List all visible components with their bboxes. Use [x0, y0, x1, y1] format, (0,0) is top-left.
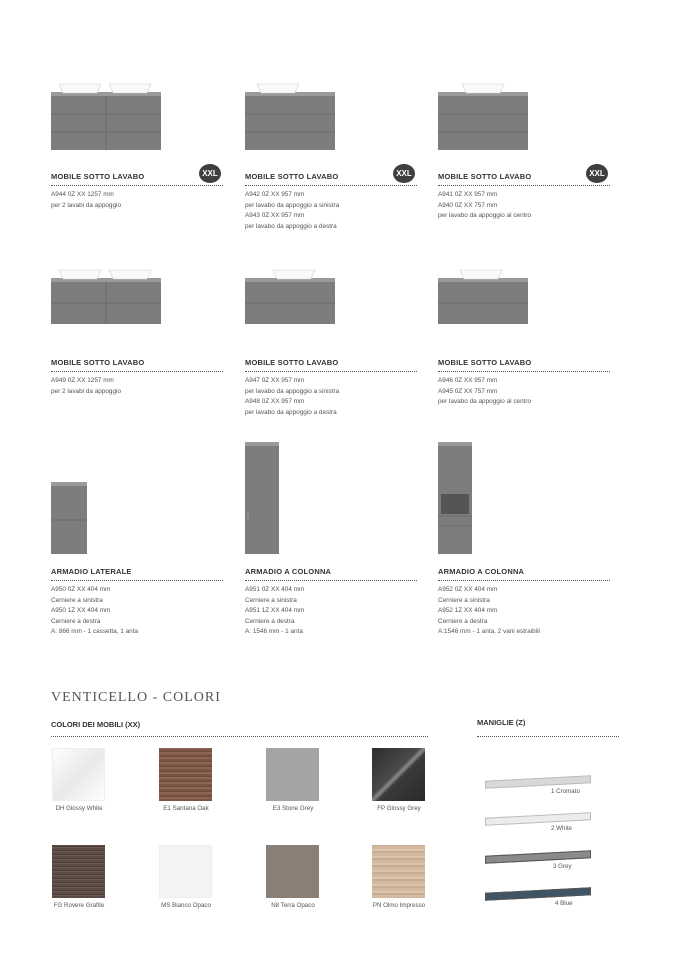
product-spec-line: A945 0Z XX 757 mm: [438, 387, 498, 395]
furniture-colors-divider: [51, 736, 428, 737]
product-spec-line: A952 1Z XX 404 mm: [438, 607, 498, 614]
product-spec-line: per 2 lavabi da appoggio: [51, 387, 121, 395]
product-card: [438, 268, 610, 408]
xxl-badge: XXL: [393, 164, 415, 183]
color-swatch: [159, 845, 212, 898]
product-card: [245, 268, 417, 418]
product-title: MOBILE SOTTO LAVABO: [51, 358, 223, 372]
product-spec-line: A949 0Z XX 1257 mm: [51, 377, 114, 384]
product-spec-line: A944 0Z XX 1257 mm: [51, 191, 114, 198]
product-card: [245, 82, 417, 232]
handle-swatch: [485, 887, 591, 901]
product-image: [438, 442, 610, 567]
product-spec-line: A: 866 mm - 1 cassetta, 1 anta: [51, 628, 139, 635]
handle-label: 2 White: [551, 825, 572, 832]
product-spec-line: A947 0Z XX 957 mm: [245, 377, 305, 384]
swatch-label: MS Bianco Opaco: [161, 902, 211, 909]
product-spec-line: Cerniere a destra: [51, 617, 101, 625]
product-spec-line: A950 0Z XX 404 mm: [51, 586, 111, 593]
swatch-label: FP Glossy Grey: [377, 805, 421, 812]
xxl-badge: XXL: [199, 164, 221, 183]
product-spec-line: per 2 lavabi da appoggio: [51, 201, 121, 209]
swatch-label: DH Glossy White: [55, 805, 103, 812]
product-image: [245, 268, 417, 358]
color-swatch: [266, 748, 319, 801]
product-image: [245, 442, 417, 567]
product-spec-line: A948 0Z XX 957 mm: [245, 398, 305, 405]
swatch-label: PN Olmo Impresso: [372, 902, 426, 909]
product-spec-line: per lavabo da appoggio a destra: [245, 408, 337, 416]
color-swatch: [52, 845, 105, 898]
swatch-label: FG Rovere Grafite: [53, 902, 105, 909]
product-title: ARMADIO LATERALE: [51, 567, 223, 581]
handle-label: 3 Grey: [553, 863, 572, 870]
product-title: ARMADIO A COLONNA: [438, 567, 610, 581]
product-spec-line: A943 0Z XX 957 mm: [245, 212, 305, 219]
handle-swatch: [485, 850, 591, 864]
product-title: MOBILE SOTTO LAVABO: [51, 172, 223, 186]
product-title: MOBILE SOTTO LAVABO: [438, 358, 610, 372]
color-swatch: [372, 748, 425, 801]
product-spec-line: A952 0Z XX 404 mm: [438, 586, 498, 593]
product-title: MOBILE SOTTO LAVABO: [245, 358, 417, 372]
product-spec-line: A946 0Z XX 957 mm: [438, 377, 498, 384]
handle-label: 4 Blue: [555, 900, 573, 907]
product-spec-line: Cerniere a sinistra: [438, 596, 490, 604]
handle-swatch: [485, 775, 591, 789]
product-spec-line: Cerniere a sinistra: [245, 596, 297, 604]
product-image: [51, 442, 223, 567]
product-title: ARMADIO A COLONNA: [245, 567, 417, 581]
color-swatch: [52, 748, 105, 801]
product-spec-line: A:1546 mm - 1 anta, 2 vani estraibili: [438, 628, 540, 635]
handle-swatch: [485, 812, 591, 826]
handles-divider: [477, 736, 619, 737]
product-spec-line: Cerniere a destra: [438, 617, 488, 625]
product-card: [438, 442, 610, 638]
product-spec-line: per lavabo da appoggio a destra: [245, 222, 337, 230]
product-spec-line: A942 0Z XX 957 mm: [245, 191, 305, 198]
xxl-badge: XXL: [586, 164, 608, 183]
product-spec-line: A941 0Z XX 957 mm: [438, 191, 498, 198]
product-spec-line: A951 0Z XX 404 mm: [245, 586, 305, 593]
product-spec-line: per lavabo da appoggio a sinistra: [245, 201, 340, 209]
furniture-colors-heading: COLORI DEI MOBILI (XX): [51, 720, 141, 729]
product-image: [438, 268, 610, 358]
section-title: VENTICELLO - COLORI: [51, 690, 221, 705]
product-spec-line: Cerniere a sinistra: [51, 596, 103, 604]
handles-heading: MANIGLIE (Z): [477, 718, 526, 727]
swatch-label: N8 Terra Opaco: [271, 902, 315, 909]
color-swatch: [159, 748, 212, 801]
product-image: [51, 268, 223, 358]
color-swatch: [266, 845, 319, 898]
product-title: MOBILE SOTTO LAVABO: [438, 172, 610, 186]
product-card: [245, 442, 417, 638]
product-spec-line: A940 0Z XX 757 mm: [438, 201, 498, 209]
product-spec-line: A: 1546 mm - 1 anta: [245, 628, 303, 635]
product-spec-line: A951 1Z XX 404 mm: [245, 607, 305, 614]
product-card: [51, 268, 223, 397]
product-spec-line: per lavabo da appoggio al centro: [438, 398, 532, 405]
product-card: [51, 442, 223, 638]
color-swatch: [372, 845, 425, 898]
product-spec-line: per lavabo da appoggio al centro: [438, 212, 532, 219]
product-spec-line: Cerniere a destra: [245, 617, 295, 625]
product-spec-line: per lavabo da appoggio a sinistra: [245, 387, 340, 395]
handle-label: 1 Cromato: [551, 788, 580, 795]
product-card: [438, 82, 610, 222]
product-card: [51, 82, 223, 211]
swatch-label: E1 Santana Oak: [163, 805, 209, 812]
product-title: MOBILE SOTTO LAVABO: [245, 172, 417, 186]
product-spec-line: A950 1Z XX 404 mm: [51, 607, 111, 614]
swatch-label: E3 Stone Grey: [272, 805, 314, 812]
